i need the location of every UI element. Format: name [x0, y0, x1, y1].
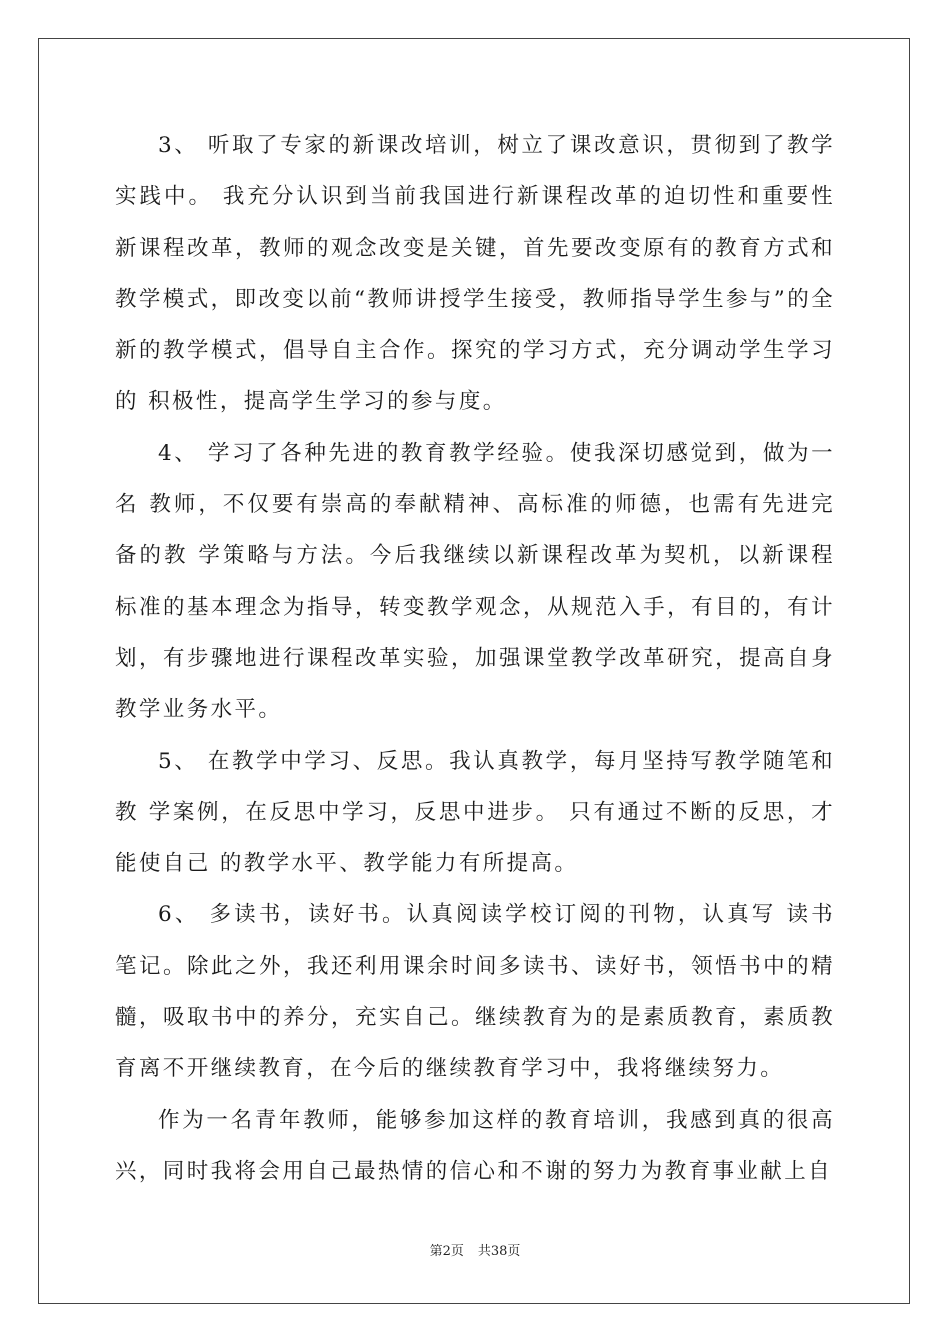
paragraph-item-4: 4、 学习了各种先进的教育教学经验。使我深切感觉到，做为一名 教师，不仅要有崇高的奉献精神、高标准的师德，也需有先进完备的教 学策略与方法。今后我继续以新课程改革为契机，以新课程标准的基本理念为指导，转变教学观念，从规范入手，有目的，有计划，有步骤地进行课程改革实验，加强课堂教学改革研究，提高自身教学业务水平。	[115, 440, 835, 723]
paragraph-item-6: 6、 多读书，读好书。认真阅读学校订阅的刊物，认真写 读书笔记。除此之外，我还利用课余时间多读书、读好书，领悟书中的精髓，吸取书中的养分，充实自己。继续教育为的是素质教育，素质教育离不开继续教育，在今后的继续教育学习中，我将继续努力。	[115, 902, 835, 1082]
paragraph-item-5: 5、 在教学中学习、反思。我认真教学，每月坚持写教学随笔和教 学案例，在反思中学习，反思中进步。 只有通过不断的反思，才能使自己 的教学水平、教学能力有所提高。	[115, 748, 835, 877]
paragraph-item-3: 3、 听取了专家的新课改培训，树立了课改意识，贯彻到了教学实践中。 我充分认识到当前我国进行新课程改革的迫切性和重要性新课程改革，教师的观念改变是关键，首先要改变原有的教育方式和教学模式，即改变以前“教师讲授学生接受，教师指导学生参与”的全 新的教学模式，倡导自主合作。探究的学习方式，充分调动学生学习的 积极性，提高学生学习的参与度。	[115, 133, 835, 415]
page-footer	[0, 1240, 950, 1259]
page-total: 共38页	[477, 1244, 521, 1259]
page-number: 第2页	[429, 1244, 464, 1259]
document-body	[115, 120, 835, 1197]
paragraph-closing: 作为一名青年教师，能够参加这样的教育培训，我感到真的很高兴，同时我将会用自己最热情的信心和不谢的努力为教育事业献上自	[115, 1107, 835, 1184]
